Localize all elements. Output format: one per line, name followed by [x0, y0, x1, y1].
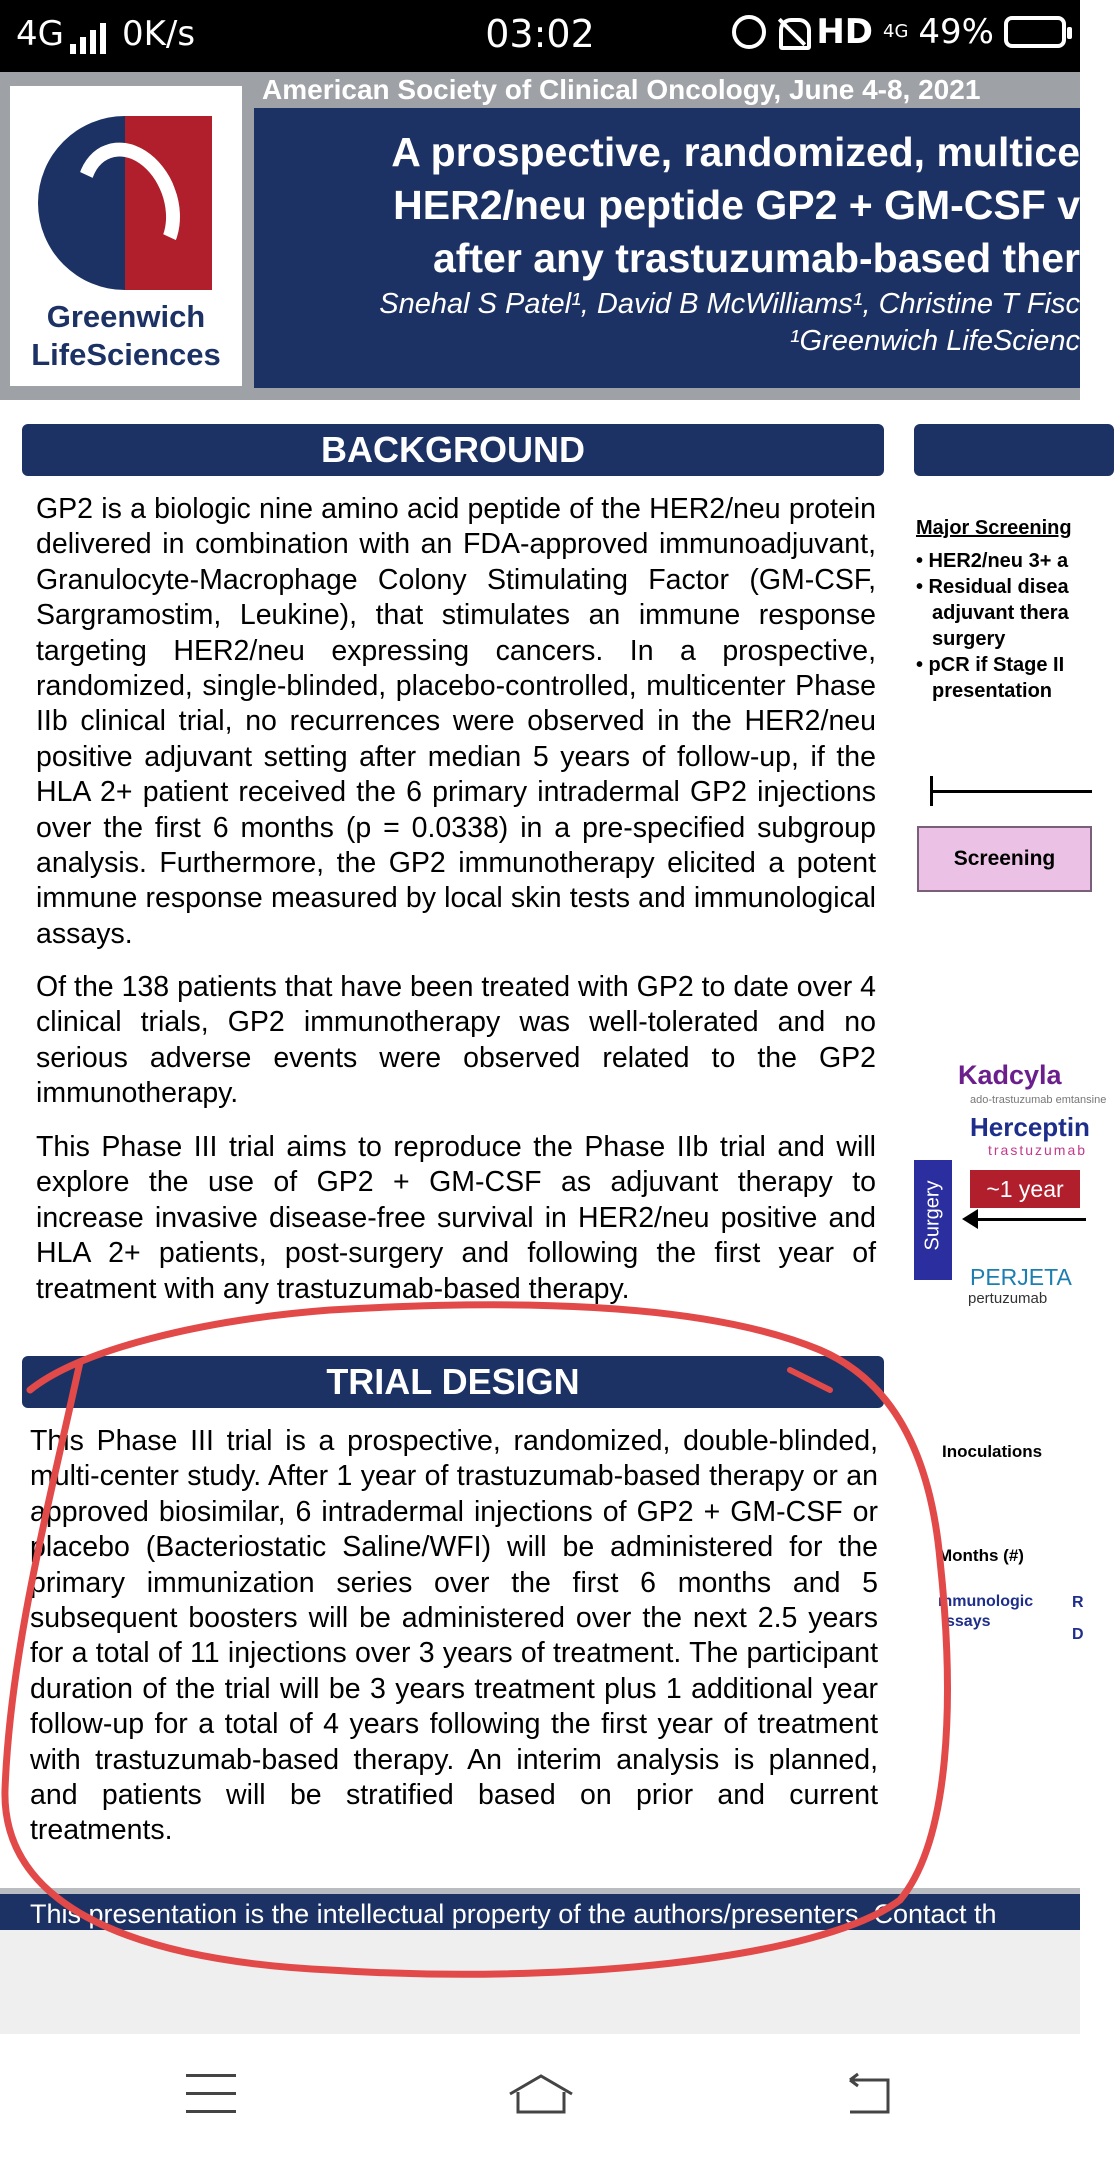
mute-bell-icon	[776, 16, 806, 48]
surgery-arrow	[966, 1218, 1086, 1221]
status-bar	[0, 0, 1080, 72]
home-icon[interactable]	[506, 2072, 576, 2116]
logo-wordmark: Greenwich LifeSciences	[31, 299, 221, 372]
months-label: Months (#)	[938, 1546, 1024, 1565]
immunologic-assays-label: mmunologic ssays	[938, 1593, 1034, 1630]
kadcyla-logo: Kadcyla	[958, 1060, 1062, 1090]
perjeta-logo: PERJETA	[970, 1264, 1072, 1290]
poster-header	[0, 72, 1080, 400]
back-icon[interactable]	[842, 2072, 892, 2116]
battery-icon	[1004, 16, 1066, 48]
background-paragraph-3: This Phase III trial aims to reproduce the Phase IIb trial and will explore the use of GP2 + GM-CSF as adjuvant therapy to increase invasive disease-free survival in HER2/neu positive and HLA 2+ patients, post-surgery and following the first year of treatment with any trastuzumab-based therapy.	[36, 1131, 876, 1305]
right-column-heading-bar	[914, 424, 1114, 476]
surgery-label: Surgery	[914, 1160, 952, 1280]
cutoff-fragment-r: R	[1072, 1594, 1084, 1611]
clock: 03:02	[485, 12, 595, 56]
cutoff-fragment-d: D	[1072, 1626, 1084, 1643]
screening-criteria-list: • HER2/neu 3+ a • Residual disea adjuvant thera surgery • pCR if Stage II presentation	[916, 550, 1069, 702]
screening-criteria-heading: Major Screening	[916, 517, 1072, 539]
viewer-background	[0, 1930, 1080, 2034]
system-navigation-bar	[0, 2034, 1080, 2160]
network-small-indicator: 4G	[883, 21, 909, 42]
kadcyla-subtitle: ado-trastuzumab emtansine	[970, 1094, 1107, 1106]
alarm-icon	[732, 15, 766, 49]
trial-design-heading: TRIAL DESIGN	[22, 1356, 884, 1408]
one-year-label: ~1 year	[970, 1170, 1080, 1208]
network-type: 4G	[16, 14, 64, 54]
perjeta-subtitle: pertuzumab	[968, 1290, 1048, 1307]
background-heading: BACKGROUND	[22, 424, 884, 476]
battery-percent: 49%	[918, 12, 994, 52]
menu-icon[interactable]	[186, 2074, 236, 2114]
inoculations-label: Inoculations	[942, 1442, 1043, 1461]
title-block	[254, 108, 1080, 388]
conference-banner: American Society of Clinical Oncology, June 4-8, 2021	[262, 74, 981, 105]
data-speed: 0K/s	[121, 14, 196, 54]
hd-indicator: HD	[816, 12, 874, 52]
screening-box: Screening	[917, 826, 1092, 892]
timeline-arrow	[932, 790, 1092, 793]
background-paragraph-2: Of the 138 patients that have been treated with GP2 to date over 4 clinical trials, GP2 immunotherapy was well-tolerated and no serious adverse events were observed related to the GP2 immunotherapy.	[36, 971, 876, 1110]
herceptin-logo: Herceptin	[970, 1112, 1090, 1142]
trial-design-paragraph: This Phase III trial is a prospective, randomized, double-blinded, multi-center study. After 1 year of trastuzumab-based therapy or an approved biosimilar, 6 intradermal injections of GP2 + GM-CSF or placebo (Bacteriostatic Saline/WFI) will be administered for the primary immunization series over the first 6 months and 5 subsequent boosters will be administered over the next 2.5 years for a total of 11 injections over 3 years of treatment. The participant duration of the trial will be 3 years treatment plus 1 additional year follow-up for a total of 4 years following the first year of treatment with trastuzumab-based therapy. An interim analysis is planned, and patients will be stratified based on prior and current treatments.	[30, 1425, 878, 1847]
status-right	[732, 12, 1066, 52]
authors: Snehal S Patel¹, David B McWilliams¹, Christine T Fisc ¹Greenwich LifeScienc	[379, 288, 1080, 357]
herceptin-subtitle: trastuzumab	[988, 1142, 1088, 1158]
poster-footer: This presentation is the intellectual property of the authors/presenters. Contact th	[0, 1888, 1080, 1930]
background-paragraph-1: GP2 is a biologic nine amino acid peptide of the HER2/neu protein delivered in combination with an FDA-approved immunoadjuvant, Granulocyte-Macrophage Colony Stimulating Factor (GM-CSF, Sargramostim, Leukine), that stimulates an immune response targeting HER2/neu expressing cancers. In a prospective, randomized, single-blinded, placebo-controlled, multicenter Phase IIb clinical trial, no recurrences were observed in the HER2/neu positive adjuvant setting after median 5 years of follow-up, if the HLA 2+ patient received the 6 primary intradermal GP2 injections over the first 6 months (p = 0.0338) in a pre-specified subgroup analysis. Furthermore, the GP2 immunotherapy elicited a potent immune response measured by local skin tests and immunological assays.	[36, 493, 876, 950]
poster-title: A prospective, randomized, multice HER2/neu peptide GP2 + GM-CSF v after any trastuzumab-based ther	[391, 129, 1080, 281]
